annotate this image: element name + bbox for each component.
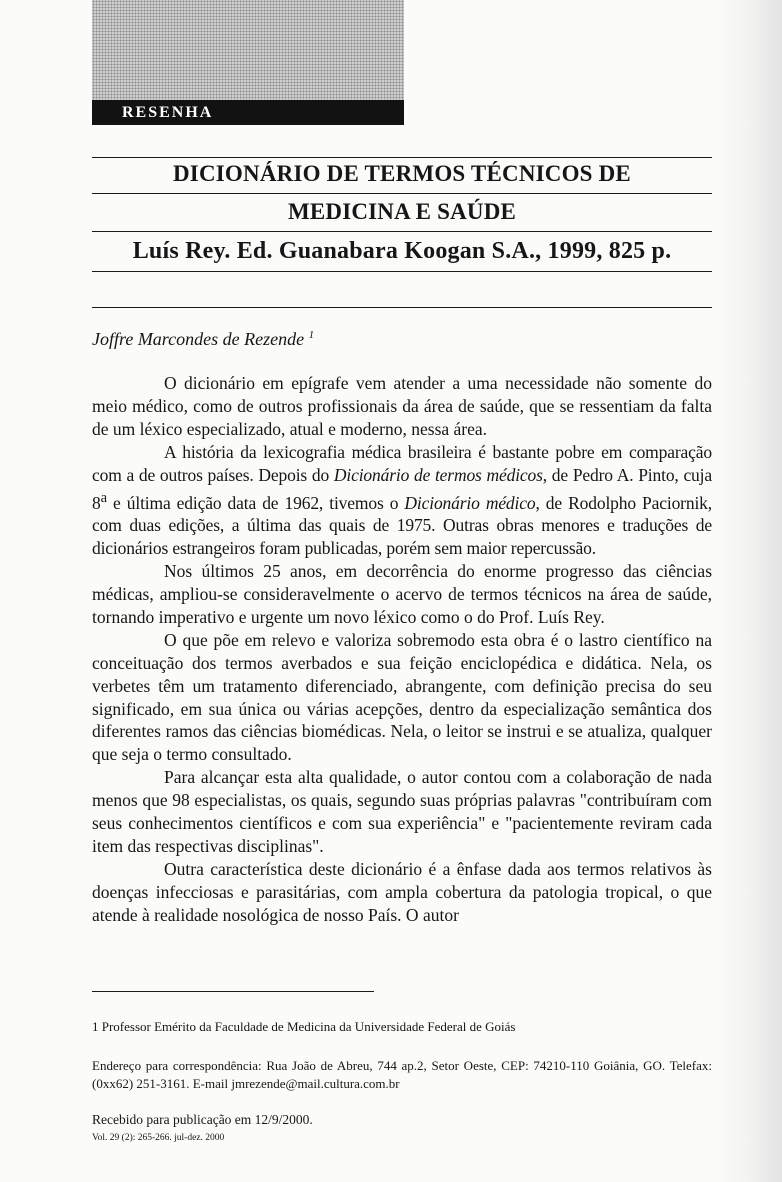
paragraph-2-italic-title-2: Dicionário médico (404, 492, 536, 513)
scan-edge-shadow (716, 0, 782, 1182)
paragraph-6: Outra característica deste dicionário é a ênfase dada aos termos relativos às doenças infecciosas e parasitárias, com ampla cobertura da patologia tropical, o que atende à realidade nosológica de nosso País. O autor (92, 858, 712, 925)
paragraph-2-text: e última edição data de 1962, tivemos o (106, 492, 405, 513)
article-title-line-1: DICIONÁRIO DE TERMOS TÉCNICOS DE (173, 161, 631, 186)
footnote: 1 Professor Emérito da Faculdade de Medicina da Universidade Federal de Goiás (92, 1019, 516, 1034)
author-rule (92, 307, 712, 308)
paragraph-2-italic-title-1: Dicionário de termos médicos (333, 464, 543, 485)
article-body (92, 372, 712, 927)
correspondence-address: Endereço para correspondência: Rua João de Abreu, 744 ap.2, Setor Oeste, CEP: 74210-110 Goiânia, GO. Telefax: (0xx62) 251-3161. E-mail jmrezende@mail.cultura.com.br (92, 1058, 712, 1091)
author-footnote-marker: 1 (308, 329, 315, 341)
title-rule-middle (92, 193, 712, 194)
paragraph-3: Nos últimos 25 anos, em decorrência do enorme progresso das ciências médicas, ampliou-se consideravelmente o acervo de termos técnicos na área de saúde, tornando imperativo e urgente um novo léxico como o do Prof. Luís Rey. (92, 561, 712, 627)
ordinal-superscript: a (100, 489, 107, 506)
section-header-pattern (92, 0, 404, 100)
author-name: Joffre Marcondes de Rezende (92, 329, 305, 349)
title-rule-lower (92, 231, 712, 232)
received-date: Recebido para publicação em 12/9/2000. (92, 1112, 313, 1127)
paragraph-4: O que põe em relevo e valoriza sobremodo esta obra é o lastro científico na conceituação dos termos averbados e sua feição enciclopédica e didática. Nela, os verbetes têm um tratamento diferenciado, abrangente, com definição precisa do seu significado, em sua única ou várias acepções, dentro da especialização semântica dos diferentes ramos das ciências biomédicas. Nela, o leitor se instrui e se atualiza, qualquer que seja o termo consultado. (92, 629, 712, 765)
author-byline (92, 329, 314, 350)
paragraph-2-text: , de Pedro A. Pinto, cuja 8 (92, 464, 712, 513)
paragraph-5: Para alcançar esta alta qualidade, o autor contou com a colaboração de nada menos que 98 especialistas, os quais, segundo suas próprias palavras "contribuíram com seus conhecimentos científicos e com sua experiência" e "pacientemente reviram cada item das respectivas disciplinas". (92, 767, 712, 856)
title-rule-bottom (92, 271, 712, 272)
journal-citation: Vol. 29 (2): 265-266. jul-dez. 2000 (92, 1133, 225, 1143)
book-reference: Luís Rey. Ed. Guanabara Koogan S.A., 1999, 825 p. (132, 238, 672, 264)
footnote-rule (92, 991, 374, 992)
section-label: RESENHA (92, 100, 404, 125)
article-title-line-2: MEDICINA E SAÚDE (287, 199, 517, 224)
paragraph-1: O dicionário em epígrafe vem atender a uma necessidade não somente do meio médico, como de outros profissionais da área de saúde, que se ressentiam da falta de um léxico especializado, atual e moderno, nessa área. (92, 373, 712, 439)
paragraph-2-text: A história da lexicografia médica brasileira é bastante pobre em comparação com a de outros países. Depois do (92, 441, 712, 485)
title-rule-top (92, 157, 712, 158)
paragraph-2 (92, 441, 712, 560)
paragraph-2-text: , de Rodolpho Paciornik, com duas edições, a última das quais de 1975. Outras obras menores e traduções de dicionários estrangeiros foram publicadas, porém sem maior repercussão. (92, 492, 712, 559)
